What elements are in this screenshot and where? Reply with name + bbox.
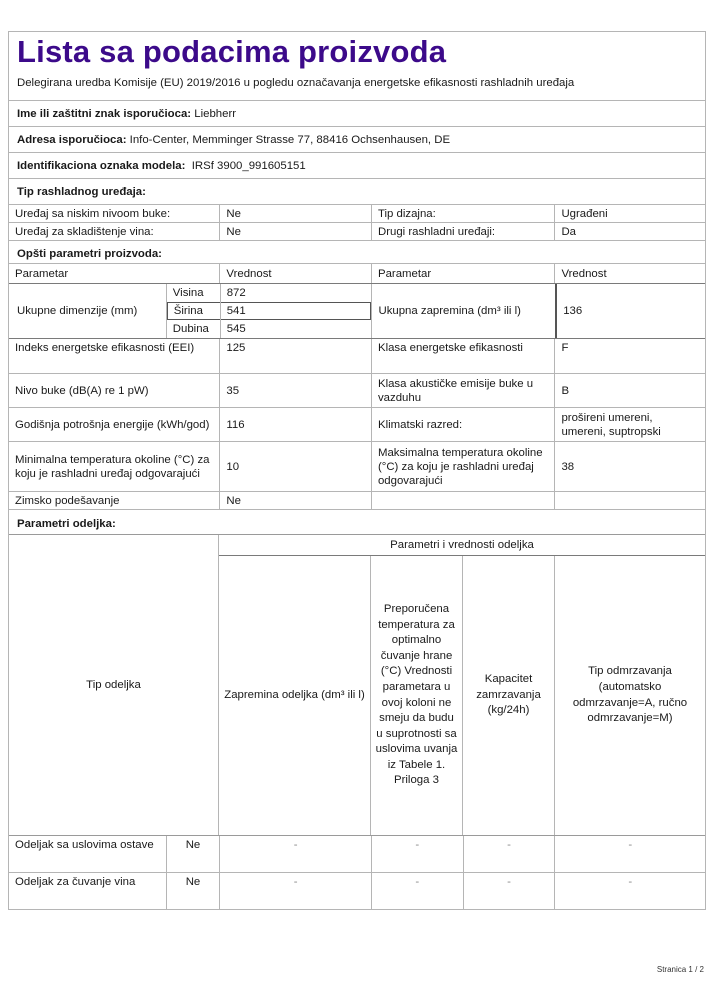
general-params-heading [9, 241, 705, 264]
param-label: Zimsko podešavanje [9, 492, 220, 509]
dimension-values [221, 284, 373, 338]
section-heading: Opšti parametri proizvoda: [17, 248, 162, 260]
column-header: Vrednost [561, 267, 607, 280]
compartment-row [9, 835, 705, 872]
general-param-row [9, 408, 705, 442]
document-title: Lista sa podacima proizvoda [17, 34, 447, 69]
param-label [372, 492, 555, 509]
param-label: Klasa energetske efikasnosti [372, 339, 555, 373]
compartment-value: - [464, 836, 556, 872]
compartment-params-heading [9, 510, 705, 535]
param-value: 116 [220, 408, 372, 441]
compartment-value: - [220, 873, 372, 909]
param-label: Drugi rashladni uređaji: [372, 223, 555, 240]
param-label: Klimatski razred: [372, 408, 555, 441]
param-label: Indeks energetske efikasnosti (EEI) [9, 339, 220, 373]
param-value: Da [561, 225, 576, 238]
dimensions-label: Ukupne dimenzije (mm) [9, 284, 167, 338]
appliance-type-heading [9, 179, 705, 205]
column-header: Parametar [9, 264, 220, 283]
column-header: Tip odmrzavanja (automatsko odmrzavanje=A, ručno odmrzavanje=M) [572, 665, 688, 725]
depth-label: Dubina [172, 323, 209, 335]
general-param-row [9, 442, 705, 492]
supplier-address-row [9, 127, 705, 153]
param-value: Ne [220, 223, 372, 240]
section-heading: Parametri odeljka: [17, 518, 116, 530]
width-value: 541 [221, 302, 372, 320]
general-param-row [9, 492, 705, 510]
param-label: Tip dizajna: [372, 205, 555, 222]
model-id-value: IRSf 3900_991605151 [185, 159, 306, 172]
param-label: Uređaj za skladištenje vina: [9, 223, 220, 240]
supplier-address-value: Info-Center, Memminger Strasse 77, 88416 Ochsenhausen, DE [126, 133, 451, 146]
param-value: 38 [561, 460, 575, 473]
total-volume-value: 136 [555, 284, 705, 338]
compartment-value: - [464, 873, 556, 909]
param-label: Uređaj sa niskim nivoom buke: [9, 205, 220, 222]
column-header: Kapacitet zamrzavanja (kg/24h) [463, 556, 555, 835]
column-header: Parametar [372, 264, 555, 283]
compartment-value: - [628, 876, 633, 888]
document-subtitle: Delegirana uredba Komisije (EU) 2019/2016 u pogledu označavanja energetske efikasnosti rashladnih uređaja [9, 72, 705, 101]
supplier-name-label: Ime ili zaštitni znak isporučioca: [17, 107, 192, 120]
supplier-name-row [9, 101, 705, 127]
height-value: 872 [226, 287, 246, 299]
param-label: Nivo buke (dB(A) re 1 pW) [9, 374, 220, 407]
dimension-sub-labels [167, 284, 221, 338]
appliance-type-row [9, 205, 705, 223]
compartment-value: - [220, 836, 372, 872]
param-value: 35 [220, 374, 372, 407]
param-value: Ne [220, 492, 372, 509]
compartment-row [9, 872, 705, 909]
compartment-value: - [628, 839, 633, 851]
param-value: Ugrađeni [561, 207, 608, 220]
general-param-row [9, 374, 705, 408]
param-value: F [561, 342, 569, 354]
total-volume-label: Ukupna zapremina (dm³ ili l) [372, 284, 556, 338]
model-id-row [9, 153, 705, 179]
section-heading: Tip rashladnog uređaja: [17, 185, 146, 198]
product-data-sheet [8, 31, 706, 910]
compartment-name: Odeljak za čuvanje vina [9, 873, 167, 909]
compartment-value: - [372, 836, 464, 872]
height-label: Visina [172, 287, 204, 299]
param-label: Godišnja potrošnja energije (kWh/god) [9, 408, 220, 441]
model-id-label: Identifikaciona oznaka modela: [17, 159, 186, 172]
page-number: Stranica 1 / 2 [656, 965, 704, 974]
param-label: Klasa akustičke emisije buke u vazduhu [372, 374, 555, 407]
column-header: Zapremina odeljka (dm³ ili l) [219, 556, 371, 835]
supplier-name-value: Liebherr [191, 107, 237, 120]
compartment-group-header: Parametri i vrednosti odeljka [219, 535, 705, 556]
param-value: prošireni umereni, umereni, suptropski [561, 411, 661, 438]
depth-value: 545 [226, 323, 246, 335]
column-header: Vrednost [220, 264, 372, 283]
compartment-name: Odeljak sa uslovima ostave [9, 836, 167, 872]
compartment-values-header [219, 535, 705, 835]
param-value: 10 [220, 442, 372, 491]
compartment-value: - [372, 873, 464, 909]
dimensions-row [9, 284, 705, 339]
param-value: B [561, 384, 570, 397]
general-params-header [9, 264, 705, 284]
param-value [555, 492, 705, 509]
width-label: Širina [167, 302, 220, 320]
param-value: Ne [220, 205, 372, 222]
general-param-row [9, 339, 705, 374]
column-header: Preporučena temperatura za optimalno čuvanje hrane (°C) Vrednosti parametara u ovoj koloni ne smeju da budu u suprotnosti sa uslovima uvanja iz Tabele 1. Priloga 3 [371, 556, 463, 835]
param-value: 125 [220, 339, 372, 373]
compartment-column-headers [219, 556, 705, 835]
supplier-address-label: Adresa isporučioca: [17, 133, 127, 146]
compartment-present: Ne [167, 836, 221, 872]
compartment-present: Ne [167, 873, 221, 909]
param-label: Maksimalna temperatura okoline (°C) za koju je rashladni uređaj odgovarajući [372, 442, 555, 491]
compartment-table-header [9, 535, 705, 835]
param-label: Minimalna temperatura okoline (°C) za koju je rashladni uređaj odgovarajući [9, 442, 220, 491]
appliance-type-row [9, 223, 705, 241]
compartment-type-header: Tip odeljka [9, 535, 219, 835]
